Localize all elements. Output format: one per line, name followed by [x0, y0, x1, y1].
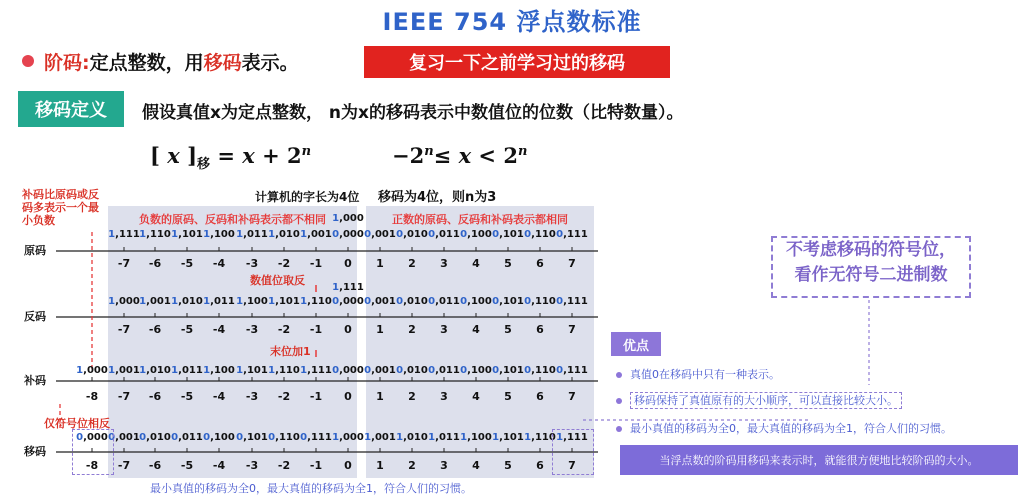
bit-value: 1,101 — [492, 432, 524, 443]
bit-value: 1,001 — [108, 365, 140, 376]
bit-value: 0,011 — [428, 365, 460, 376]
bullet-highlight: 移码 — [203, 52, 242, 74]
bit-value: 0,001 — [364, 365, 396, 376]
bit-value: 0,001 — [364, 229, 396, 240]
bit-value: 1,100 — [203, 365, 235, 376]
tick-label: 5 — [504, 459, 512, 472]
bit-value: 0,111 — [556, 365, 588, 376]
tick-label: 5 — [504, 323, 512, 336]
tick-label: -3 — [245, 257, 259, 270]
max-value-box — [552, 429, 594, 475]
tick-label: -6 — [148, 459, 162, 472]
bit-value: 0,111 — [556, 229, 588, 240]
bit-value: 1,111 — [300, 365, 332, 376]
bit-value: 0,100 — [203, 432, 235, 443]
bit-value: 1,010 — [396, 432, 428, 443]
tick-label: -2 — [277, 257, 291, 270]
bit-value: 1,011 — [236, 229, 268, 240]
advantage-item — [616, 366, 780, 382]
tick-label: 5 — [504, 257, 512, 270]
tick-label: 6 — [536, 257, 544, 270]
bit-value: 0,000 — [76, 432, 108, 443]
tick-label: -1 — [309, 390, 323, 403]
tick-label: 6 — [536, 459, 544, 472]
tick-label: 1 — [376, 459, 384, 472]
tick-label: 4 — [472, 390, 480, 403]
bit-value: 1,111 — [108, 229, 140, 240]
bit-value: 0,001 — [108, 432, 140, 443]
tick-label: 6 — [536, 323, 544, 336]
tick-label: -7 — [117, 323, 131, 336]
tick-label: -5 — [180, 257, 194, 270]
bit-value: 1,001 — [364, 432, 396, 443]
bit-value: 0,000 — [332, 296, 364, 307]
bit-value: 0,110 — [268, 432, 300, 443]
tick-label: -8 — [85, 459, 99, 472]
bit-value: 1,100 — [236, 296, 268, 307]
unsigned-note-line-1: 不考虑移码的符号位， — [786, 240, 956, 260]
bullet-label: 阶码: — [44, 52, 90, 74]
tick-label: -1 — [309, 257, 323, 270]
tick-label: 1 — [376, 323, 384, 336]
tick-label: 7 — [568, 257, 576, 270]
footer-bar: 当浮点数的阶码用移码来表示时，就能很方便地比较阶码的大小。 — [620, 445, 1018, 475]
tick-label: -7 — [117, 390, 131, 403]
tick-label: 4 — [472, 257, 480, 270]
bit-value: 1,001 — [139, 296, 171, 307]
bit-value: 0,111 — [300, 432, 332, 443]
tick-label: 6 — [536, 390, 544, 403]
bullet-text-1: 定点整数，用 — [89, 52, 204, 74]
tick-label: 2 — [408, 459, 416, 472]
tick-label: -6 — [148, 257, 162, 270]
bit-value: 0,010 — [396, 296, 428, 307]
bit-value: 0,010 — [396, 365, 428, 376]
advantage-item — [616, 420, 952, 436]
bottom-note: 最小真值的移码为全0，最大真值的移码为全1，符合人们的习惯。 — [150, 482, 472, 495]
tick-label: 4 — [472, 459, 480, 472]
negative-header: 负数的原码、反码和补码表示都不相同 — [139, 213, 326, 226]
bit-value: 0,111 — [556, 296, 588, 307]
tick-label: -3 — [245, 390, 259, 403]
bit-value: 1,101 — [236, 365, 268, 376]
advantages-tag: 优点 — [611, 332, 661, 356]
bit-value: 1,100 — [203, 229, 235, 240]
bit-value: 1,110 — [300, 296, 332, 307]
tick-label: -6 — [148, 323, 162, 336]
tick-label: -4 — [212, 459, 226, 472]
bit-value: 0,110 — [524, 229, 556, 240]
unsigned-note-line-2: 看作无符号二进制数 — [794, 265, 948, 285]
tick-label: 1 — [376, 257, 384, 270]
bit-value: 1,101 — [268, 296, 300, 307]
bullet-text-2: 表示。 — [241, 52, 299, 74]
bit-value: 0,100 — [460, 229, 492, 240]
formula-range: $-2^n\le x < 2^n$ — [392, 143, 528, 168]
tick-label: -1 — [309, 459, 323, 472]
bit-value: 1,111 — [332, 282, 364, 293]
bit-value: 0,110 — [524, 365, 556, 376]
bit-value: 1,011 — [428, 432, 460, 443]
tick-label: 7 — [568, 459, 576, 472]
sign-only-note: 仅符号位相反 — [44, 417, 110, 430]
advantage-text: 最小真值的移码为全0，最大真值的移码为全1，符合人们的习惯。 — [630, 422, 952, 435]
note-add1: 末位加1 — [270, 345, 311, 358]
bit-value: 1,000 — [108, 296, 140, 307]
row-label: 反码 — [24, 310, 46, 323]
bit-value: 1,100 — [460, 432, 492, 443]
complement-extra-note: 补码比原码或反码多表示一个最小负数 — [22, 188, 99, 227]
advantage-text: 移码保持了真值原有的大小顺序，可以直接比较大小。 — [630, 392, 902, 409]
tick-label: -5 — [180, 459, 194, 472]
bit-value: 0,000 — [332, 365, 364, 376]
bit-value: 0,110 — [524, 296, 556, 307]
min-value-box — [72, 429, 114, 475]
advantage-item — [616, 392, 902, 408]
bit-value: 0,100 — [460, 365, 492, 376]
bit-value: 0,101 — [236, 432, 268, 443]
tick-label: -7 — [117, 257, 131, 270]
formula-bias: [ x ]$_移 = x + 2^n$ — [150, 143, 312, 173]
bit-value: 0,101 — [492, 296, 524, 307]
definition-tag: 移码定义 — [18, 91, 124, 127]
tick-label: 1 — [376, 390, 384, 403]
bit-value: 0,011 — [428, 229, 460, 240]
review-button[interactable]: 复习一下之前学习过的移码 — [364, 46, 670, 78]
bit-value: 1,010 — [268, 229, 300, 240]
bit-value: 1,010 — [139, 365, 171, 376]
bit-value: 1,011 — [203, 296, 235, 307]
tick-label: -4 — [212, 323, 226, 336]
positive-header: 正数的原码、反码和补码表示都相同 — [392, 213, 568, 226]
tick-label: -2 — [277, 390, 291, 403]
row-label: 移码 — [24, 445, 46, 458]
bit-value: 1,110 — [524, 432, 556, 443]
tick-label: 2 — [408, 390, 416, 403]
bit-value: 1,000 — [76, 365, 108, 376]
tick-label: 0 — [344, 459, 352, 472]
bit-value: 1,111 — [556, 432, 588, 443]
bit-value: 0,100 — [460, 296, 492, 307]
tick-label: -4 — [212, 390, 226, 403]
bit-value: 1,110 — [139, 229, 171, 240]
tick-label: -3 — [245, 459, 259, 472]
bit-value: 0,010 — [139, 432, 171, 443]
bit-value: 1,011 — [171, 365, 203, 376]
word-length-note: 计算机的字长为4位 — [255, 190, 360, 204]
tick-label: -2 — [277, 459, 291, 472]
tick-label: -2 — [277, 323, 291, 336]
row-label: 补码 — [24, 374, 46, 387]
unsigned-note-box — [771, 236, 971, 298]
tick-label: -7 — [117, 459, 131, 472]
tick-label: 0 — [344, 257, 352, 270]
bit-value: 1,000 — [332, 432, 364, 443]
tick-label: 0 — [344, 323, 352, 336]
bit-value: 1,001 — [300, 229, 332, 240]
tick-label: 5 — [504, 390, 512, 403]
tick-label: 0 — [344, 390, 352, 403]
tick-label: -8 — [85, 390, 99, 403]
bit-value: 1,010 — [171, 296, 203, 307]
note-invert: 数值位取反 — [250, 274, 305, 287]
tick-label: -5 — [180, 390, 194, 403]
tick-label: -1 — [309, 323, 323, 336]
bit-value: 0,010 — [396, 229, 428, 240]
bit-value: 0,101 — [492, 365, 524, 376]
bit-value: 0,000 — [332, 229, 364, 240]
page-title: IEEE 754 浮点数标准 — [382, 8, 642, 36]
tick-label: -5 — [180, 323, 194, 336]
tick-label: 3 — [440, 459, 448, 472]
tick-label: 2 — [408, 323, 416, 336]
tick-label: 7 — [568, 390, 576, 403]
tick-label: 7 — [568, 323, 576, 336]
tick-label: -3 — [245, 323, 259, 336]
bias-note: 移码为4位，则n为3 — [378, 190, 497, 205]
bit-value: 1,110 — [268, 365, 300, 376]
bit-value: 1,101 — [171, 229, 203, 240]
tick-label: 2 — [408, 257, 416, 270]
tick-label: -6 — [148, 390, 162, 403]
tick-label: 3 — [440, 257, 448, 270]
definition-text: 假设真值x为定点整数， n为x的移码表示中数值位的位数（比特数量）。 — [142, 103, 684, 123]
bit-value: 1,000 — [332, 213, 364, 224]
tick-label: 4 — [472, 323, 480, 336]
bit-value: 0,101 — [492, 229, 524, 240]
bit-value: 0,011 — [428, 296, 460, 307]
tick-label: 3 — [440, 390, 448, 403]
tick-label: -4 — [212, 257, 226, 270]
advantage-text: 真值0在移码中只有一种表示。 — [630, 368, 780, 381]
bit-value: 0,001 — [364, 296, 396, 307]
tick-label: 3 — [440, 323, 448, 336]
bit-value: 0,011 — [171, 432, 203, 443]
row-label: 原码 — [24, 244, 46, 257]
